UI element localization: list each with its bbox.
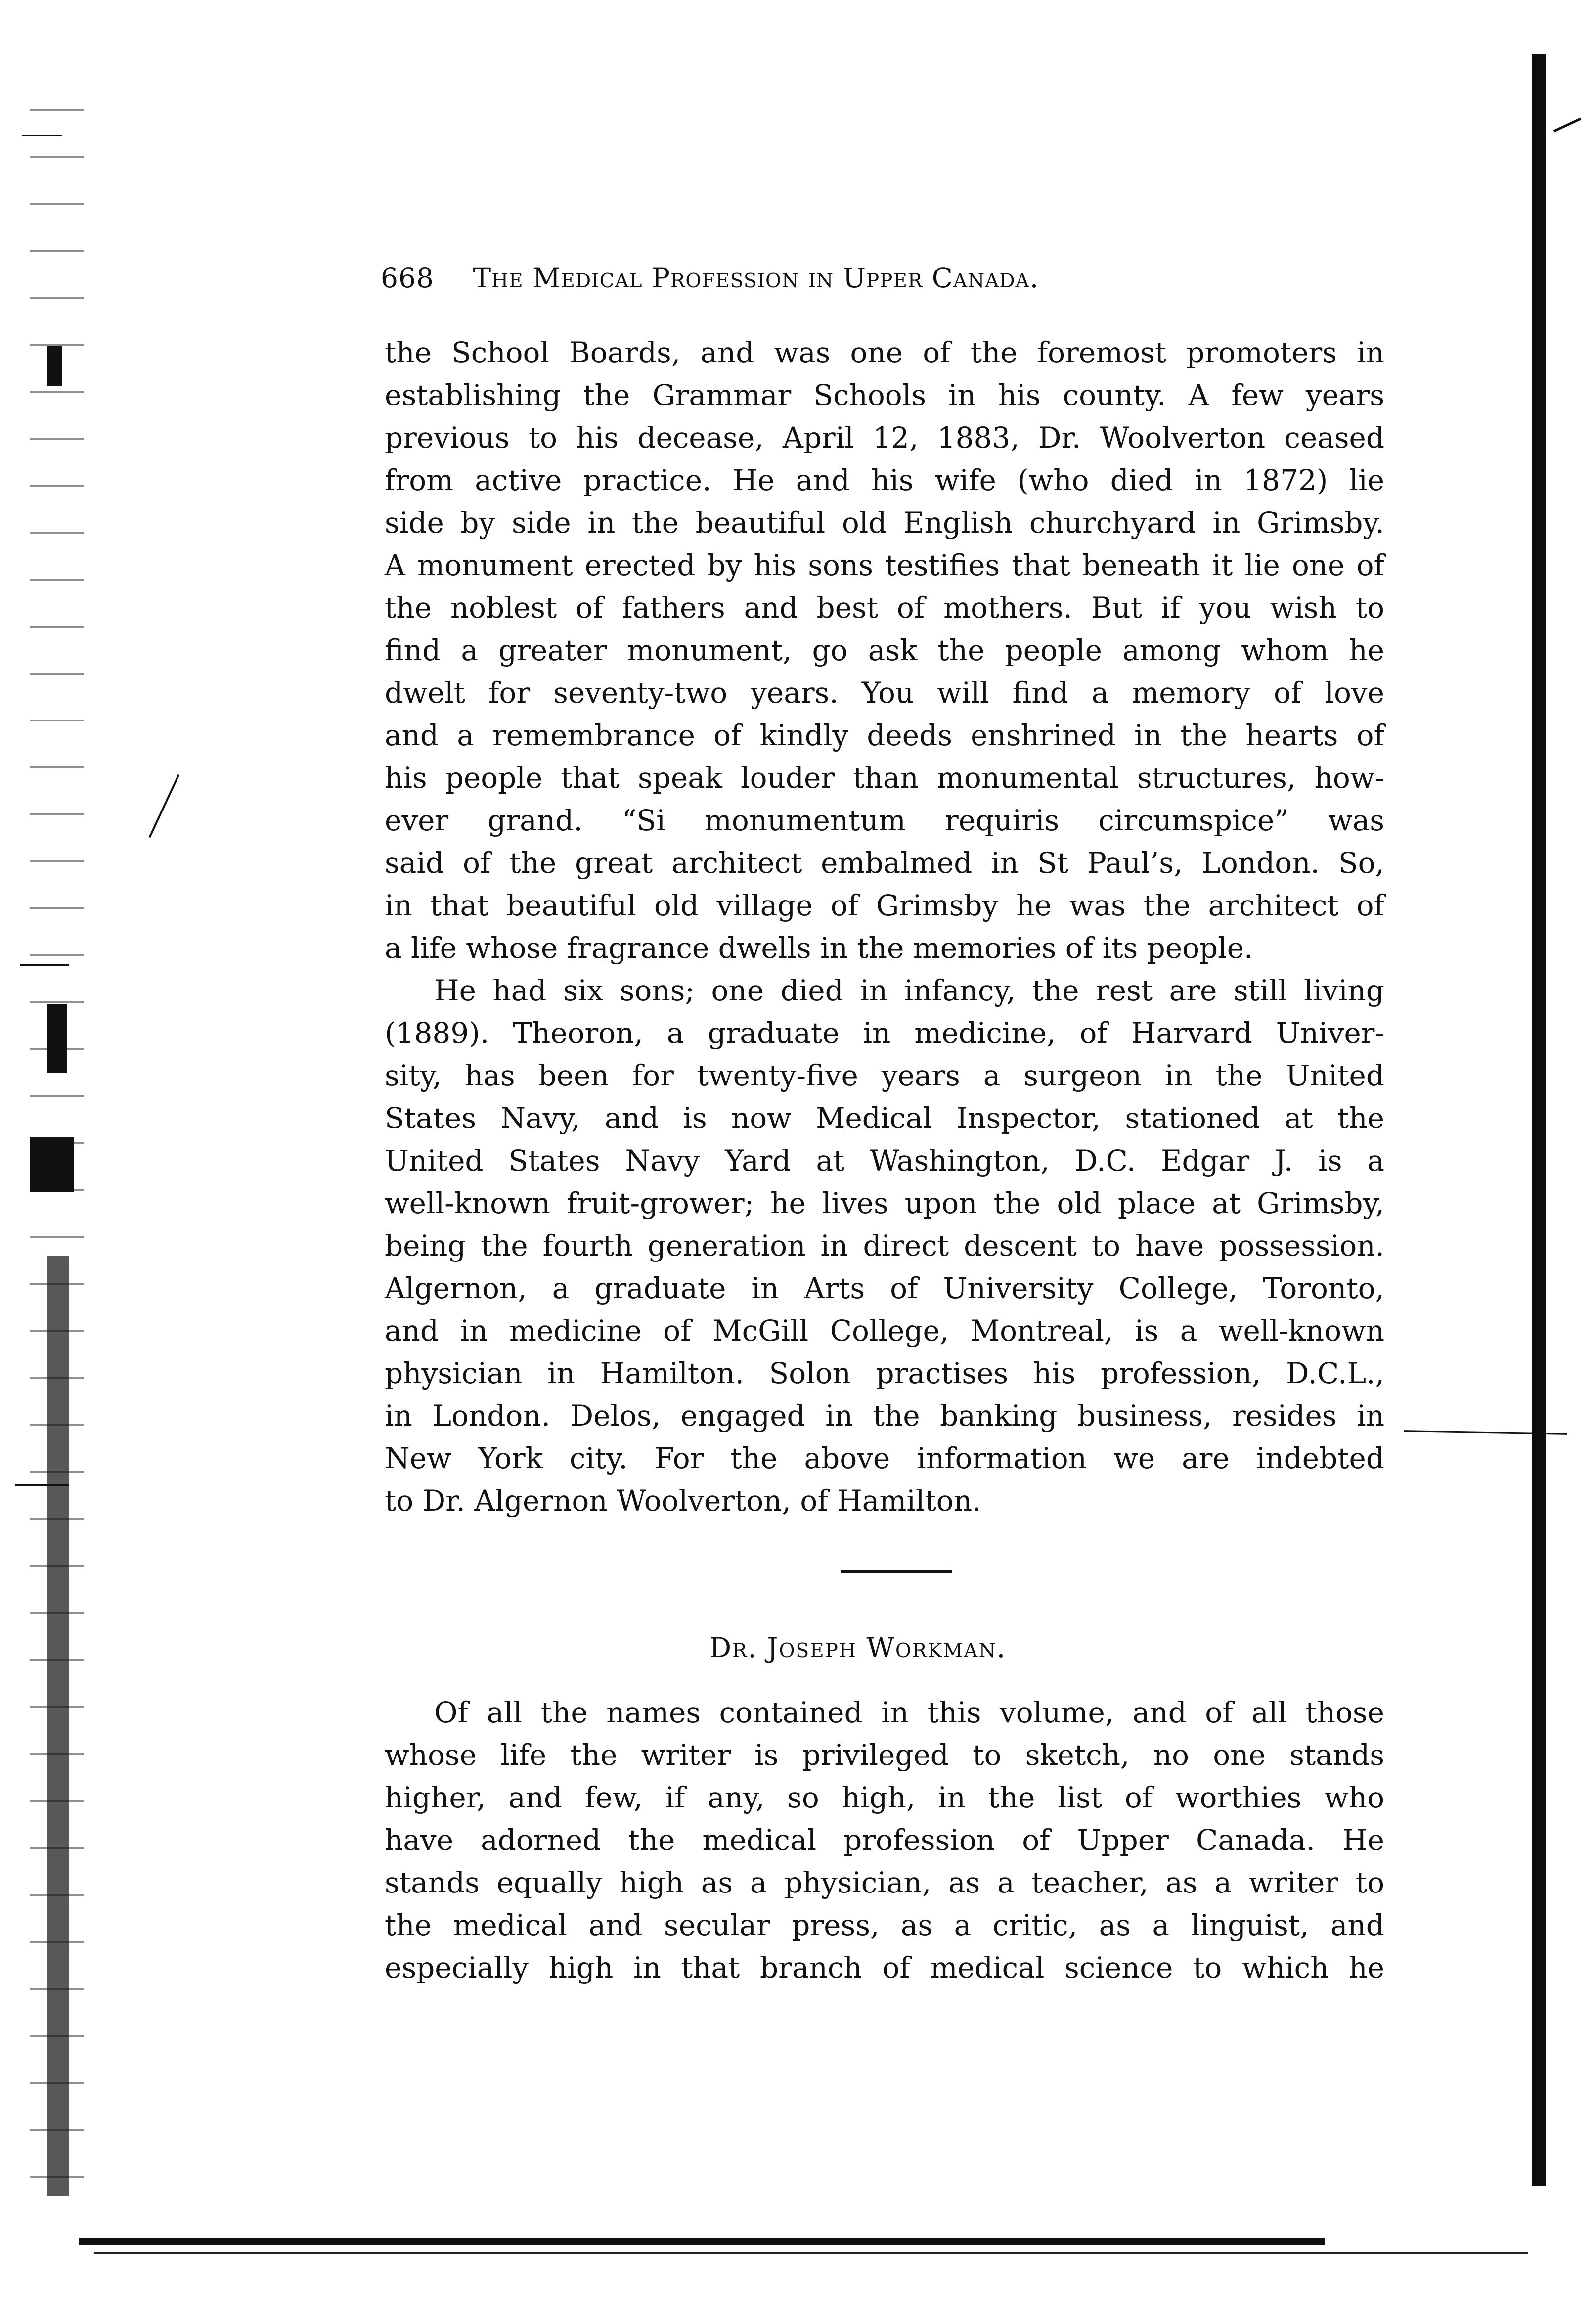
text-line: previous to his decease, April 12, 1883, Dr. Woolverton ceased <box>385 421 1384 454</box>
text-line: A monument erected by his sons testifies that beneath it lie one of <box>385 548 1384 582</box>
scan-stray-stroke <box>149 774 180 838</box>
paragraph <box>385 969 1384 1522</box>
paragraph <box>385 331 1384 969</box>
text-line: the noblest of fathers and best of mothers. But if you wish to <box>385 591 1384 625</box>
scan-bottom-rule <box>79 2238 1325 2245</box>
text-line: in London. Delos, engaged in the banking business, resides in <box>385 1399 1384 1433</box>
page-number: 668 <box>381 262 434 294</box>
text-line: well-known fruit-grower; he lives upon the old place at Grimsby, <box>385 1186 1384 1220</box>
text-line: whose life the writer is privileged to sketch, no one stands <box>385 1738 1384 1772</box>
text-line: United States Navy Yard at Washington, D.C. Edgar J. is a <box>385 1144 1384 1177</box>
text-line: and a remembrance of kindly deeds enshrined in the hearts of <box>385 719 1384 752</box>
text-line: ever grand. “Si monumentum requiris circumspice” was <box>385 804 1384 837</box>
text-line: establishing the Grammar Schools in his county. A few years <box>385 378 1384 412</box>
text-line: a life whose fragrance dwells in the memories of its people. <box>385 931 1253 965</box>
scan-margin-mark <box>47 346 62 386</box>
running-head <box>381 262 1039 294</box>
text-line: have adorned the medical profession of Upper Canada. He <box>385 1823 1384 1857</box>
text-line: higher, and few, if any, so high, in the list of worthies who <box>385 1781 1384 1814</box>
text-line: especially high in that branch of medical science to which he <box>385 1951 1384 1984</box>
scan-bottom-rule-thin <box>94 2252 1528 2254</box>
scan-margin-mark <box>20 964 69 966</box>
scan-margin-mark <box>47 1004 67 1073</box>
scan-right-rule <box>1532 54 1546 2186</box>
text-line: stands equally high as a physician, as a teacher, as a writer to <box>385 1866 1384 1899</box>
text-line: Algernon, a graduate in Arts of University College, Toronto, <box>385 1271 1384 1305</box>
text-line: New York city. For the above information we are indebted <box>385 1441 1384 1475</box>
scan-margin-mark <box>47 1256 69 2196</box>
section-divider <box>841 1570 952 1573</box>
paragraph <box>385 1691 1384 1989</box>
text-line: being the fourth generation in direct descent to have possession. <box>385 1229 1384 1262</box>
text-line: the School Boards, and was one of the foremost promoters in <box>385 336 1384 369</box>
text-line: from active practice. He and his wife (who died in 1872) lie <box>385 463 1384 497</box>
text-line: States Navy, and is now Medical Inspector, stationed at the <box>385 1101 1384 1135</box>
scan-margin-mark <box>22 135 62 136</box>
text-line: dwelt for seventy-two years. You will find a memory of love <box>385 676 1384 710</box>
text-line: said of the great architect embalmed in St Paul’s, London. So, <box>385 846 1384 880</box>
running-title: The Medical Profession in Upper Canada. <box>473 262 1039 294</box>
text-line: (1889). Theoron, a graduate in medicine, of Harvard Univer- <box>385 1016 1384 1050</box>
scan-margin-mark <box>15 1484 69 1486</box>
text-line: to Dr. Algernon Woolverton, of Hamilton. <box>385 1484 981 1518</box>
text-line: Of all the names contained in this volume, and of all those <box>434 1696 1384 1729</box>
scan-corner-mark <box>1553 118 1581 133</box>
text-line: in that beautiful old village of Grimsby he was the architect of <box>385 889 1384 922</box>
text-line: physician in Hamilton. Solon practises his profession, D.C.L., <box>385 1356 1384 1390</box>
text-line: find a greater monument, go ask the people among whom he <box>385 633 1384 667</box>
text-block-top <box>385 331 1384 1522</box>
section-heading: Dr. Joseph Workman. <box>709 1632 1007 1664</box>
text-line: side by side in the beautiful old English churchyard in Grimsby. <box>385 506 1384 540</box>
text-block-bottom <box>385 1691 1384 1989</box>
text-line: his people that speak louder than monumental structures, how- <box>385 761 1384 795</box>
text-line: the medical and secular press, as a critic, as a linguist, and <box>385 1908 1384 1942</box>
text-line: and in medicine of McGill College, Montreal, is a well-known <box>385 1314 1384 1348</box>
scan-margin-mark <box>30 1137 74 1192</box>
text-line: He had six sons; one died in infancy, the rest are still living <box>434 974 1384 1007</box>
text-line: sity, has been for twenty-five years a surgeon in the United <box>385 1059 1384 1092</box>
